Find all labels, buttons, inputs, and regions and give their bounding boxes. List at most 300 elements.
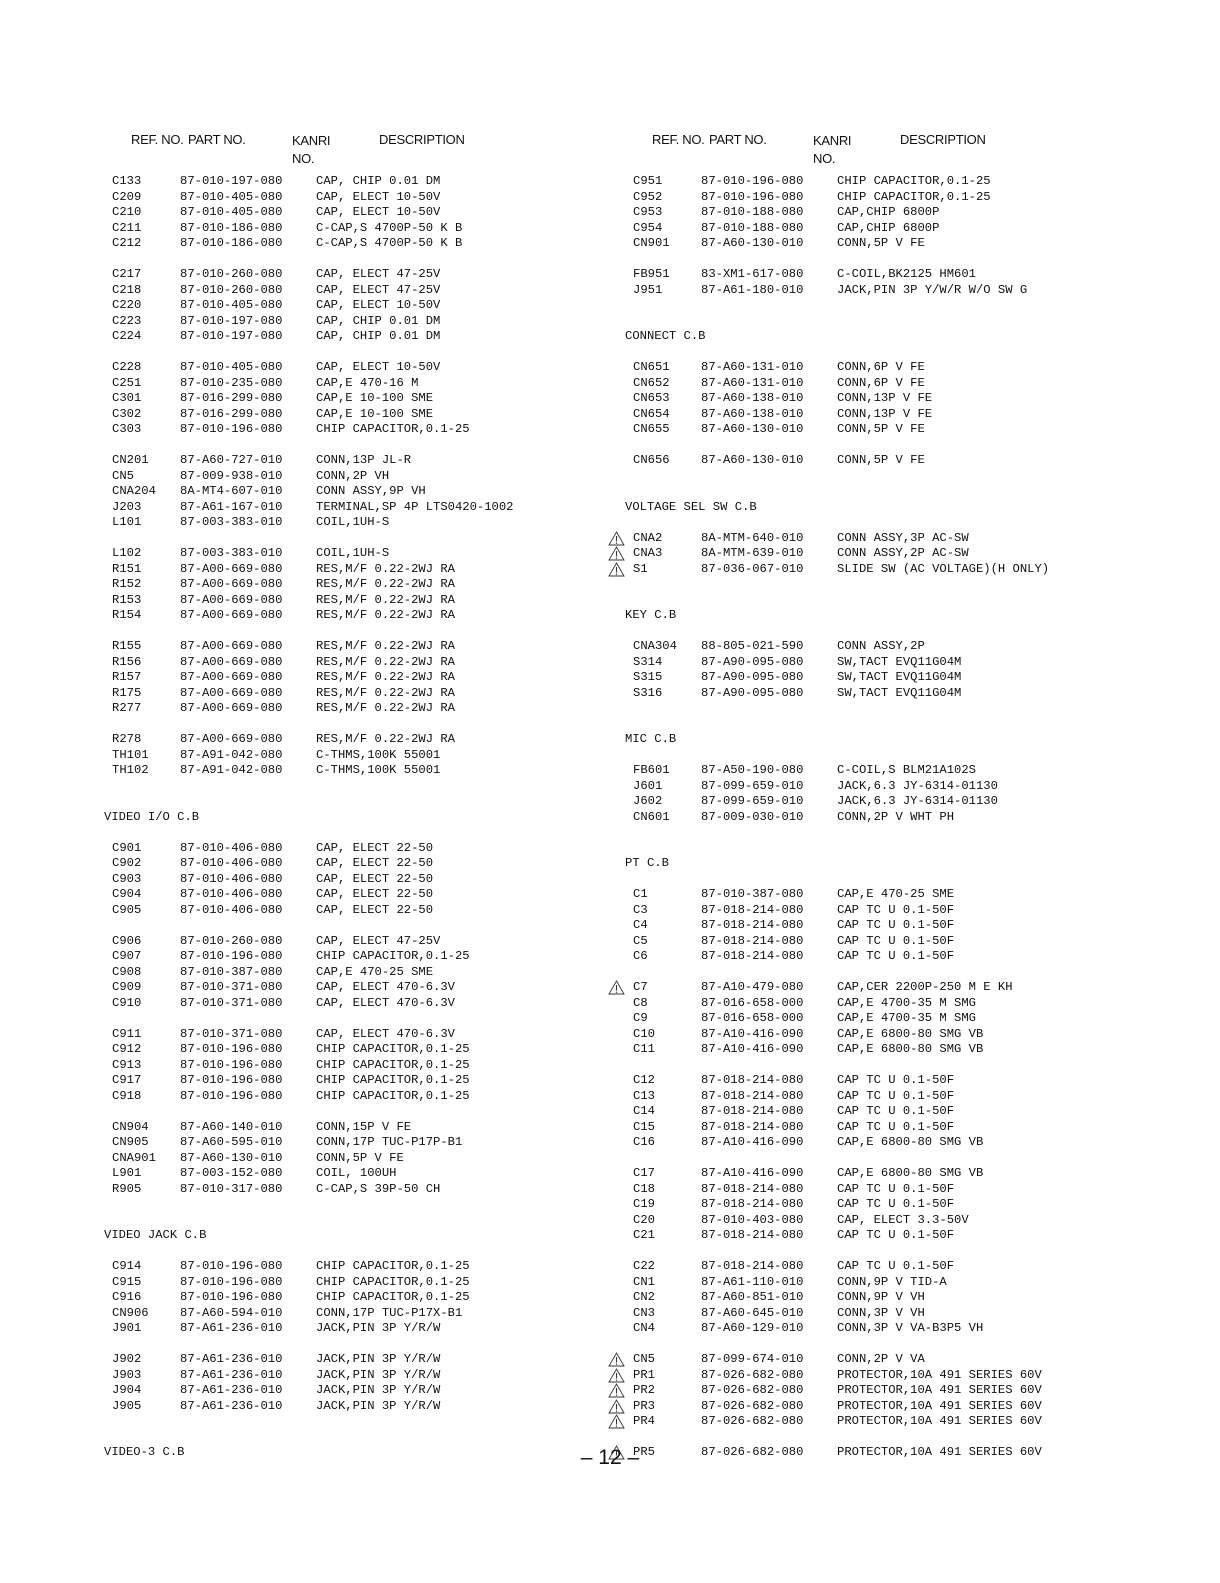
part-no: 87-010-197-080	[180, 313, 283, 328]
description: CAP TC U 0.1-50F	[837, 1181, 955, 1196]
part-no: 87-010-188-080	[701, 205, 804, 219]
part-no: 87-016-658-000	[701, 995, 804, 1010]
ref-no: FB951	[633, 267, 670, 281]
part-row	[104, 314, 604, 330]
part-no: 87-099-659-010	[701, 778, 804, 793]
ref-no: C902	[112, 856, 142, 870]
part-row	[625, 453, 1125, 469]
description: CAP,E 10-100 SME	[316, 406, 434, 421]
part-no: 87-010-371-080	[180, 1026, 283, 1041]
ref-no: CN3	[633, 1305, 655, 1320]
ref-no: CN1	[633, 1274, 655, 1289]
part-row	[104, 500, 604, 516]
description: CONN,6P V FE	[837, 360, 925, 374]
part-no: 87-A00-669-080	[180, 561, 283, 576]
safety-warning-icon	[608, 1414, 625, 1429]
description: CAP TC U 0.1-50F	[837, 918, 955, 932]
section-title: VIDEO I/O C.B	[104, 809, 200, 824]
part-row	[625, 1042, 1125, 1058]
description: TERMINAL,SP 4P LTS0420-1002	[316, 499, 514, 514]
part-row	[104, 283, 604, 299]
part-no: 87-010-235-080	[180, 375, 283, 390]
part-row	[104, 298, 604, 314]
row-spacer	[625, 469, 1125, 485]
part-row	[104, 593, 604, 609]
row-spacer	[104, 531, 604, 547]
ref-no: C12	[633, 1073, 655, 1087]
description: CONN,5P V FE	[837, 453, 925, 467]
safety-warning-icon	[608, 1383, 625, 1398]
row-spacer	[104, 1104, 604, 1120]
part-row	[625, 996, 1125, 1012]
description: CONN ASSY,2P AC-SW	[837, 546, 969, 560]
description: RES,M/F 0.22-2WJ RA	[316, 639, 455, 653]
part-row	[625, 686, 1125, 702]
ref-no: C915	[112, 1274, 142, 1289]
part-no: 87-A61-167-010	[180, 499, 283, 514]
description: JACK,PIN 3P Y/W/R W/O SW G	[837, 282, 1028, 297]
description-heading: DESCRIPTION	[900, 132, 986, 147]
description: CAP,E 4700-35 M SMG	[837, 995, 976, 1010]
part-no: 87-018-214-080	[701, 1259, 804, 1273]
description: CAP, ELECT 470-6.3V	[316, 980, 455, 994]
ref-no: R152	[112, 577, 142, 591]
ref-no: C953	[633, 205, 663, 219]
description: RES,M/F 0.22-2WJ RA	[316, 732, 455, 746]
part-no: 87-A00-669-080	[180, 639, 283, 653]
part-row	[104, 841, 604, 857]
ref-no: C912	[112, 1042, 142, 1056]
ref-no: C7	[633, 980, 648, 994]
description: COIL,1UH-S	[316, 546, 390, 560]
description: RES,M/F 0.22-2WJ RA	[316, 670, 455, 684]
part-row	[104, 1089, 604, 1105]
part-no: 87-A60-130-010	[701, 236, 804, 250]
description: CAP, ELECT 47-25V	[316, 267, 441, 281]
part-row	[104, 965, 604, 981]
description: PROTECTOR,10A 491 SERIES 60V	[837, 1414, 1042, 1428]
part-row	[104, 1151, 604, 1167]
part-no: 87-A61-236-010	[180, 1321, 283, 1335]
parts-rows	[104, 174, 604, 1461]
ref-no: C133	[112, 174, 142, 188]
part-row	[104, 748, 604, 764]
ref-no: R154	[112, 608, 142, 622]
description: CAP, ELECT 22-50	[316, 887, 434, 901]
part-row	[625, 763, 1125, 779]
ref-no: R175	[112, 685, 142, 700]
part-row	[104, 190, 604, 206]
part-no: 87-010-371-080	[180, 980, 283, 994]
row-spacer	[625, 1337, 1125, 1353]
ref-no: C22	[633, 1259, 655, 1273]
ref-no: C223	[112, 313, 142, 328]
part-row	[104, 546, 604, 562]
part-no: 87-010-406-080	[180, 840, 283, 855]
row-spacer	[625, 1058, 1125, 1074]
part-no: 87-018-214-080	[701, 902, 804, 917]
part-row	[625, 1306, 1125, 1322]
part-row	[625, 1011, 1125, 1027]
section-heading	[625, 500, 1125, 516]
part-row	[104, 1259, 604, 1275]
ref-no: L101	[112, 515, 142, 529]
part-no: 87-010-196-080	[180, 1290, 283, 1304]
ref-no: C209	[112, 189, 142, 204]
part-row	[104, 1058, 604, 1074]
part-no: 87-A10-416-090	[701, 1042, 804, 1056]
page-number: – 12 –	[580, 1446, 640, 1469]
description: CAP, ELECT 10-50V	[316, 298, 441, 312]
section-heading	[625, 329, 1125, 345]
description: C-COIL,BK2125 HM601	[837, 267, 976, 281]
part-no: 87-A60-851-010	[701, 1290, 804, 1304]
description: CONN,13P JL-R	[316, 453, 412, 467]
part-no: 87-010-317-080	[180, 1181, 283, 1196]
part-no: 87-026-682-080	[701, 1367, 804, 1382]
description: CAP,CHIP 6800P	[837, 220, 940, 235]
description: CONN,9P V TID-A	[837, 1274, 947, 1289]
row-spacer	[104, 1011, 604, 1027]
row-spacer	[625, 825, 1125, 841]
parts-list-left-column	[104, 132, 604, 1461]
description: RES,M/F 0.22-2WJ RA	[316, 685, 455, 700]
description: RES,M/F 0.22-2WJ RA	[316, 608, 455, 622]
part-row	[625, 391, 1125, 407]
part-row	[104, 391, 604, 407]
row-spacer	[625, 1430, 1125, 1446]
safety-warning-icon	[608, 1352, 625, 1367]
description: CAP, ELECT 22-50	[316, 902, 434, 917]
row-spacer	[104, 1414, 604, 1430]
part-row	[104, 732, 604, 748]
part-row	[625, 903, 1125, 919]
description: COIL,1UH-S	[316, 515, 390, 529]
part-no: 87-018-214-080	[701, 1181, 804, 1196]
part-no: 87-A90-095-080	[701, 670, 804, 684]
part-no: 87-A00-669-080	[180, 608, 283, 622]
description: CAP, ELECT 3.3-50V	[837, 1212, 969, 1227]
description: CONN,13P V FE	[837, 406, 933, 421]
part-row	[104, 1182, 604, 1198]
row-spacer	[625, 252, 1125, 268]
ref-no: PR2	[633, 1383, 655, 1397]
part-no: 87-A60-131-010	[701, 360, 804, 374]
parts-rows	[625, 174, 1125, 1461]
description: CONN,3P V VH	[837, 1305, 925, 1320]
part-row	[104, 1383, 604, 1399]
description: CONN,9P V VH	[837, 1290, 925, 1304]
part-row	[104, 360, 604, 376]
part-no: 87-010-387-080	[180, 964, 283, 979]
part-row	[625, 980, 1125, 996]
part-row	[104, 980, 604, 996]
row-spacer	[625, 314, 1125, 330]
description: JACK,PIN 3P Y/R/W	[316, 1398, 441, 1413]
ref-no: C11	[633, 1042, 655, 1056]
part-row	[625, 670, 1125, 686]
ref-no: C3	[633, 902, 648, 917]
row-spacer	[104, 1337, 604, 1353]
parts-list-right-column	[625, 132, 1125, 1461]
description: CONN,2P VH	[316, 468, 390, 483]
description: COIL, 100UH	[316, 1166, 397, 1180]
part-row	[625, 1089, 1125, 1105]
description: CAP,E 4700-35 M SMG	[837, 1011, 976, 1025]
ref-no: C13	[633, 1088, 655, 1103]
part-no: 87-010-188-080	[701, 220, 804, 235]
ref-no: CNA2	[633, 530, 663, 545]
part-no: 87-A00-669-080	[180, 701, 283, 715]
description: CAP TC U 0.1-50F	[837, 933, 955, 948]
part-row	[625, 562, 1125, 578]
ref-no: C228	[112, 360, 142, 374]
description: CAP TC U 0.1-50F	[837, 1259, 955, 1273]
description: CONN,17P TUC-P17P-B1	[316, 1135, 463, 1149]
ref-no: L102	[112, 546, 142, 560]
part-row	[625, 546, 1125, 562]
part-no: 87-018-214-080	[701, 933, 804, 948]
description: C-COIL,S BLM21A102S	[837, 763, 976, 777]
description: CAP,E 6800-80 SMG VB	[837, 1042, 984, 1056]
part-no: 87-A60-140-010	[180, 1119, 283, 1134]
part-row	[625, 1120, 1125, 1136]
ref-no: CN601	[633, 809, 670, 824]
ref-no: C903	[112, 871, 142, 886]
description-heading: DESCRIPTION	[379, 132, 465, 147]
description: CAP TC U 0.1-50F	[837, 902, 955, 917]
description: CAP TC U 0.1-50F	[837, 949, 955, 963]
safety-warning-icon	[608, 1368, 625, 1383]
part-no: 87-A60-595-010	[180, 1135, 283, 1149]
part-no: 87-A00-669-080	[180, 732, 283, 746]
ref-no: R155	[112, 639, 142, 653]
ref-no: CN5	[112, 468, 134, 483]
row-spacer	[625, 624, 1125, 640]
ref-no: J951	[633, 282, 663, 297]
part-row	[104, 1306, 604, 1322]
row-spacer	[104, 1430, 604, 1446]
description: SW,TACT EVQ11G04M	[837, 670, 962, 684]
part-no: 87-099-659-010	[701, 794, 804, 808]
part-no-heading: PART NO.	[188, 132, 246, 147]
part-no: 87-010-405-080	[180, 205, 283, 219]
part-row	[104, 376, 604, 392]
row-spacer	[625, 593, 1125, 609]
description: CHIP CAPACITOR,0.1-25	[316, 1088, 470, 1103]
part-no: 87-010-406-080	[180, 856, 283, 870]
row-spacer	[625, 484, 1125, 500]
part-no: 87-003-383-010	[180, 515, 283, 529]
description: CONN ASSY,2P	[837, 639, 925, 653]
part-no: 87-A10-416-090	[701, 1026, 804, 1041]
part-no: 87-A61-236-010	[180, 1367, 283, 1382]
description: C-CAP,S 4700P-50 K B	[316, 236, 463, 250]
part-row	[104, 639, 604, 655]
description: CAP TC U 0.1-50F	[837, 1073, 955, 1087]
part-row	[104, 670, 604, 686]
part-no: 87-A60-131-010	[701, 375, 804, 390]
ref-no: C301	[112, 391, 142, 405]
ref-no: CN905	[112, 1135, 149, 1149]
part-no: 87-010-196-080	[180, 1042, 283, 1056]
part-no: 87-010-196-080	[180, 1259, 283, 1273]
part-no: 87-016-299-080	[180, 391, 283, 405]
section-title: VOLTAGE SEL SW C.B	[625, 499, 757, 514]
part-row	[625, 794, 1125, 810]
part-no: 87-010-387-080	[701, 887, 804, 901]
ref-no-heading: REF. NO.	[652, 132, 705, 147]
part-row	[104, 686, 604, 702]
description: CHIP CAPACITOR,0.1-25	[316, 1259, 470, 1273]
part-no: 87-010-197-080	[180, 174, 283, 188]
part-row	[625, 283, 1125, 299]
part-row	[625, 1290, 1125, 1306]
description: CAP, CHIP 0.01 DM	[316, 313, 441, 328]
description: JACK,PIN 3P Y/R/W	[316, 1321, 441, 1335]
description: CAP, CHIP 0.01 DM	[316, 174, 441, 188]
section-heading	[625, 856, 1125, 872]
description: CAP, ELECT 10-50V	[316, 360, 441, 374]
description: CAP, CHIP 0.01 DM	[316, 329, 441, 343]
section-heading	[104, 810, 604, 826]
part-row	[625, 422, 1125, 438]
part-row	[625, 934, 1125, 950]
part-no: 87-010-260-080	[180, 282, 283, 297]
ref-no: C6	[633, 949, 648, 963]
part-no: 87-010-196-080	[180, 1057, 283, 1072]
description: CAP, ELECT 47-25V	[316, 282, 441, 297]
part-row	[104, 1135, 604, 1151]
description: CAP, ELECT 47-25V	[316, 933, 441, 948]
part-no: 87-A60-138-010	[701, 406, 804, 421]
ref-no: C1	[633, 887, 648, 901]
part-row	[625, 639, 1125, 655]
description: CONN,5P V FE	[837, 422, 925, 436]
description: RES,M/F 0.22-2WJ RA	[316, 561, 455, 576]
part-row	[625, 1383, 1125, 1399]
ref-no: CNA304	[633, 639, 677, 653]
description: CONN,13P V FE	[837, 391, 933, 405]
ref-no: CN901	[633, 236, 670, 250]
part-no: 8A-MTM-639-010	[701, 546, 804, 560]
ref-no: C908	[112, 964, 142, 979]
part-no: 87-A90-095-080	[701, 654, 804, 669]
part-no: 87-A61-180-010	[701, 282, 804, 297]
part-row	[104, 608, 604, 624]
ref-no: CN652	[633, 375, 670, 390]
part-no: 87-010-405-080	[180, 189, 283, 204]
part-no: 87-010-406-080	[180, 902, 283, 917]
row-spacer	[625, 1151, 1125, 1167]
ref-no: C952	[633, 189, 663, 204]
safety-warning-icon	[608, 980, 625, 995]
ref-no: S315	[633, 670, 663, 684]
row-spacer	[104, 345, 604, 361]
description: C-THMS,100K 55001	[316, 747, 441, 762]
ref-no: C251	[112, 375, 142, 390]
ref-no: C909	[112, 980, 142, 994]
ref-no: C913	[112, 1057, 142, 1072]
ref-no: C9	[633, 1011, 648, 1025]
part-no: 87-009-938-010	[180, 468, 283, 483]
part-no: 87-A60-645-010	[701, 1305, 804, 1320]
description: CAP,E 470-16 M	[316, 375, 419, 390]
part-row	[104, 1073, 604, 1089]
part-row	[104, 934, 604, 950]
ref-no: C5	[633, 933, 648, 948]
part-no: 87-026-682-080	[701, 1414, 804, 1428]
description: JACK,PIN 3P Y/R/W	[316, 1383, 441, 1397]
description: SLIDE SW (AC VOLTAGE)(H ONLY)	[837, 561, 1050, 576]
part-no: 87-016-658-000	[701, 1011, 804, 1025]
part-no: 87-036-067-010	[701, 561, 804, 576]
ref-no: C210	[112, 205, 142, 219]
part-row	[625, 236, 1125, 252]
ref-no: CN2	[633, 1290, 655, 1304]
ref-no: CNA204	[112, 484, 156, 498]
part-no: 87-099-674-010	[701, 1352, 804, 1366]
ref-no: J903	[112, 1367, 142, 1382]
kanri-no-heading: KANRI NO.	[813, 133, 852, 166]
ref-no: C911	[112, 1026, 142, 1041]
ref-no: J905	[112, 1398, 142, 1413]
part-row	[625, 1368, 1125, 1384]
part-row	[104, 515, 604, 531]
safety-warning-icon	[608, 562, 625, 577]
safety-warning-icon	[608, 1399, 625, 1414]
part-no: 87-018-214-080	[701, 1119, 804, 1134]
part-row	[625, 1027, 1125, 1043]
part-no: 87-A00-669-080	[180, 592, 283, 607]
part-no: 87-A61-110-010	[701, 1274, 804, 1289]
row-spacer	[625, 841, 1125, 857]
part-row	[625, 779, 1125, 795]
description: CONN ASSY,3P AC-SW	[837, 530, 969, 545]
ref-no: PR5	[633, 1445, 655, 1459]
row-spacer	[104, 438, 604, 454]
description: CONN,2P V VA	[837, 1352, 925, 1366]
row-spacer	[625, 872, 1125, 888]
ref-no: PR4	[633, 1414, 655, 1428]
part-no: 87-A91-042-080	[180, 763, 283, 777]
part-row	[104, 949, 604, 965]
part-no: 87-A61-236-010	[180, 1352, 283, 1366]
part-row	[625, 1073, 1125, 1089]
ref-no: C20	[633, 1212, 655, 1227]
ref-no: C220	[112, 298, 142, 312]
description: JACK,PIN 3P Y/R/W	[316, 1367, 441, 1382]
part-row	[625, 949, 1125, 965]
part-row	[104, 887, 604, 903]
ref-no: J602	[633, 794, 663, 808]
part-no: 87-A90-095-080	[701, 685, 804, 700]
row-spacer	[625, 717, 1125, 733]
part-no: 87-010-196-080	[180, 1274, 283, 1289]
row-spacer	[625, 701, 1125, 717]
part-no: 87-A00-669-080	[180, 577, 283, 591]
part-row	[625, 1259, 1125, 1275]
description: CAP,CHIP 6800P	[837, 205, 940, 219]
part-no: 87-A50-190-080	[701, 763, 804, 777]
ref-no: C916	[112, 1290, 142, 1304]
ref-no: C217	[112, 267, 142, 281]
ref-no: C904	[112, 887, 142, 901]
ref-no: C224	[112, 329, 142, 343]
description: CHIP CAPACITOR,0.1-25	[837, 174, 991, 188]
section-title: MIC C.B	[625, 732, 677, 746]
part-no: 87-A60-138-010	[701, 391, 804, 405]
